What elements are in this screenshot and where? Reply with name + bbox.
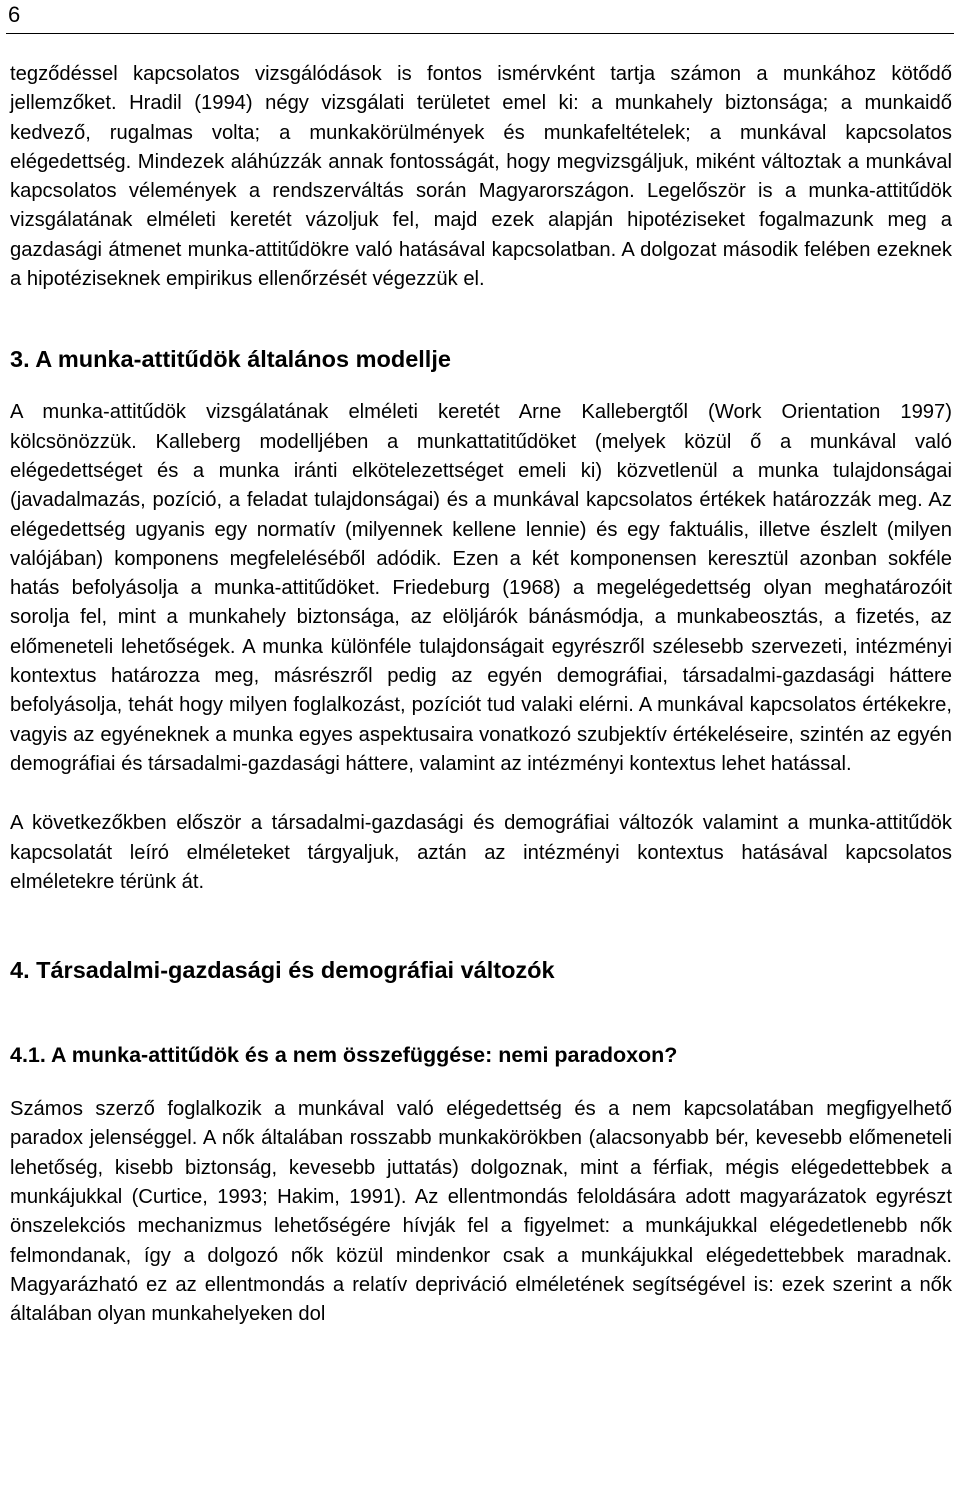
page-number: 6 [8, 2, 21, 27]
section-3-heading: 3. A munka-attitűdök általános modellje [10, 346, 451, 373]
section-3-paragraph-2: A következőkben először a társadalmi-gazdasági és demográfiai változók valamint a munka-attitűdök kapcsolatát leíró elméleteket tárgyaljuk, aztán az intézményi kontextus hatásával kapcsolatos elméletekre térünk át. [10, 812, 952, 893]
page-content [10, 60, 952, 1330]
section-4-1-heading: 4.1. A munka-attitűdök és a nem összefüggése: nemi paradoxon? [10, 1043, 678, 1068]
section-4-1-paragraph: Számos szerző foglalkozik a munkával való elégedettség és a nem kapcsolatában megfigyelhető paradox jelenséggel. A nők általában rosszabb munkakörökben (alacsonyabb bér, kevesebb előmeneteli lehetőség, kisebb biztonság, kevesebb juttatás) dolgoznak, mint a férfiak, mégis elégedettebbek a munkájukkal (Curtice, 1993; Hakim, 1991). Az ellentmondás feloldására adott magyarázatok egyrészt önszelekciós mechanizmus lehetőségére hívják fel a figyelmet: a munkájukkal elégedetlenebb nők felmondanak, így a dolgozó nők közül mindenkor csak a munkájukkal elégedettebbek maradnak. Magyarázható ez az ellentmondás a relatív depriváció elméletének segítségével is: ezek szerint a nők általában olyan munkahelyeken dol [10, 1098, 952, 1326]
section-3-paragraph-1: A munka-attitűdök vizsgálatának elméleti keretét Arne Kallebergtől (Work Orientation 1997) kölcsönözzük. Kalleberg modelljében a munkattatitűdöket (melyek közül ő a munkával való elégedettséget és a munka iránti elkötelezettséget emeli ki) közvetlenül a munka tulajdonságai (javadalmazás, pozíció, a feladat tulajdonságai) és a munkával kapcsolatos értékek határozzák meg. Az elégedettség ugyanis egy normatív (milyennek kellene lennie) és egy faktuális, illetve észlelt (milyen valójában) komponens megfeleléséből adódik. Ezen a két komponensen keresztül azonban sokféle hatás befolyásolja a munka-attitűdöket. Friedeburg (1968) a megelégedettség olyan meghatározóit sorolja fel, mint a munkahely biztonsága, az elöljárók bánásmódja, a munkabeosztás, a fizetés, az előmeneteli lehetőségek. A munka különféle tulajdonságait egyrészről szélesebb szervezeti, intézményi kontextus határozza meg, másrészről pedig az egyén demográfiai, társadalmi-gazdasági háttere befolyásolja, tehát hogy milyen foglalkozást, pozíciót tud valaki elérni. A munkával kapcsolatos értékekre, vagyis az egyéneknek a munka egyes aspektusaira vonatkozó szubjektív értékeléseire, szintén az egyén demográfiai és társadalmi-gazdasági háttere, valamint az intézményi kontextus lehet hatással. [10, 401, 952, 775]
section-4-heading: 4. Társadalmi-gazdasági és demográfiai változók [10, 957, 555, 984]
header-rule [6, 33, 954, 34]
intro-paragraph: tegződéssel kapcsolatos vizsgálódások is fontos ismérvként tartja számon a munkához kötődő jellemzőket. Hradil (1994) négy vizsgálati területet emel ki: a munkahely biztonsága; a munkaidő kedvező, rugalmas volta; a munkakörülmények és munkafeltételek; a munkával kapcsolatos elégedettség. Mindezek aláhúzzák annak fontosságát, hogy megvizsgáljuk, miként változtak a munkával kapcsolatos vélemények a rendszerváltás során Magyarországon. Legelőször is a munka-attitűdök vizsgálatának elméleti keretét vázoljuk fel, majd ezek alapján hipotéziseket fogalmazunk meg a gazdasági átmenet munka-attitűdökre való hatásával kapcsolatban. A dolgozat második felében ezeknek a hipotéziseknek empirikus ellenőrzését végezzük el. [10, 63, 952, 291]
